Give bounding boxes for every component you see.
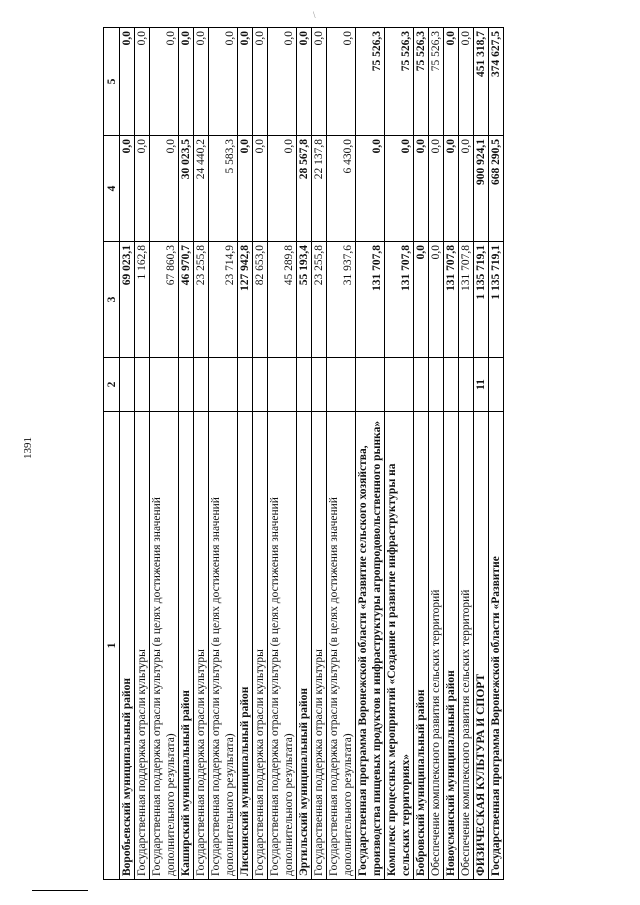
value-col-4: 900 924,1	[474, 136, 489, 242]
value-col-4: 28 567,8	[297, 136, 312, 242]
table-row	[194, 28, 209, 880]
table-row	[120, 28, 135, 880]
name-cell: Государственная поддержка отрасли культуры	[194, 412, 209, 880]
value-col-5: 0,0	[327, 28, 356, 136]
value-col-5: 0,0	[253, 28, 268, 136]
name-cell: Государственная поддержка отрасли культуры (в целях достижения значений дополнительного результата)	[150, 412, 179, 880]
value-col-3: 82 653,0	[253, 242, 268, 358]
name-cell: Государственная поддержка отрасли культуры	[253, 412, 268, 880]
name-cell: ФИЗИЧЕСКАЯ КУЛЬТУРА И СПОРТ	[474, 412, 489, 880]
name-cell: Комплекс процессных мероприятий «Создание и развитие инфраструктуры на сельских территориях»	[385, 412, 414, 880]
value-col-3: 0,0	[429, 242, 444, 358]
value-col-4: 0,0	[444, 136, 459, 242]
value-col-4: 0,0	[385, 136, 414, 242]
code-cell	[194, 358, 209, 412]
table-row	[356, 28, 385, 880]
name-cell: Лискинский муниципальный район	[238, 412, 253, 880]
code-cell	[444, 358, 459, 412]
header-col-1: 1	[104, 412, 120, 880]
value-col-3: 127 942,8	[238, 242, 253, 358]
name-cell: Воробьевский муниципальный район	[120, 412, 135, 880]
value-col-4: 22 137,8	[312, 136, 327, 242]
table-row	[444, 28, 459, 880]
table-row	[385, 28, 414, 880]
value-col-4: 0,0	[429, 136, 444, 242]
value-col-5: 374 627,5	[489, 28, 504, 136]
header-row	[104, 28, 120, 880]
value-col-4: 0,0	[150, 136, 179, 242]
header-col-2: 2	[104, 358, 120, 412]
code-cell	[135, 358, 150, 412]
table-row	[209, 28, 238, 880]
code-cell	[429, 358, 444, 412]
header-col-5: 5	[104, 28, 120, 136]
value-col-5: 75 526,3	[429, 28, 444, 136]
value-col-5: 0,0	[179, 28, 194, 136]
value-col-3: 23 714,9	[209, 242, 238, 358]
table-row	[459, 28, 474, 880]
name-cell: Государственная поддержка отрасли культуры (в целях достижения значений дополнительного результата)	[209, 412, 238, 880]
value-col-4: 0,0	[135, 136, 150, 242]
table-row	[489, 28, 504, 880]
code-cell	[356, 358, 385, 412]
code-cell	[179, 358, 194, 412]
code-cell	[414, 358, 429, 412]
table-row	[429, 28, 444, 880]
rotated-page	[103, 28, 598, 880]
value-col-5: 0,0	[297, 28, 312, 136]
footnote-line	[32, 890, 88, 891]
value-col-4: 0,0	[356, 136, 385, 242]
value-col-3: 55 193,4	[297, 242, 312, 358]
value-col-5: 451 318,7	[474, 28, 489, 136]
table-row	[414, 28, 429, 880]
value-col-4: 6 430,0	[327, 136, 356, 242]
budget-table	[103, 27, 504, 880]
value-col-3: 23 255,8	[194, 242, 209, 358]
value-col-4: 24 440,2	[194, 136, 209, 242]
name-cell: Государственная поддержка отрасли культуры (в целях достижения значений дополнительного результата)	[268, 412, 297, 880]
table-row	[474, 28, 489, 880]
value-col-5: 0,0	[194, 28, 209, 136]
table-row	[253, 28, 268, 880]
value-col-5: 0,0	[120, 28, 135, 136]
value-col-3: 31 937,6	[327, 242, 356, 358]
name-cell: Государственная поддержка отрасли культуры (в целях достижения значений дополнительного результата)	[327, 412, 356, 880]
table-row	[238, 28, 253, 880]
value-col-5: 0,0	[135, 28, 150, 136]
code-cell	[297, 358, 312, 412]
table-row	[327, 28, 356, 880]
code-cell	[253, 358, 268, 412]
value-col-5: 75 526,3	[356, 28, 385, 136]
value-col-4: 0,0	[414, 136, 429, 242]
name-cell: Государственная программа Воронежской области «Развитие сельского хозяйства, производства пищевых продуктов и инфраструктуры агропродовольственного рынка»	[356, 412, 385, 880]
name-cell: Государственная поддержка отрасли культуры	[312, 412, 327, 880]
table-row	[312, 28, 327, 880]
code-cell	[209, 358, 238, 412]
value-col-4: 0,0	[459, 136, 474, 242]
value-col-3: 131 707,8	[385, 242, 414, 358]
code-cell	[268, 358, 297, 412]
value-col-3: 23 255,8	[312, 242, 327, 358]
name-cell: Обеспечение комплексного развития сельских территорий	[459, 412, 474, 880]
value-col-4: 0,0	[120, 136, 135, 242]
code-cell	[489, 358, 504, 412]
table-row	[268, 28, 297, 880]
value-col-3: 131 707,8	[459, 242, 474, 358]
value-col-3: 131 707,8	[444, 242, 459, 358]
value-col-4: 0,0	[253, 136, 268, 242]
name-cell: Новоусманский муниципальный район	[444, 412, 459, 880]
value-col-3: 46 970,7	[179, 242, 194, 358]
name-cell: Бобровский муниципальный район	[414, 412, 429, 880]
value-col-4: 30 023,5	[179, 136, 194, 242]
header-col-3: 3	[104, 242, 120, 358]
value-col-3: 45 289,8	[268, 242, 297, 358]
code-cell	[150, 358, 179, 412]
value-col-5: 0,0	[268, 28, 297, 136]
code-cell: 11	[474, 358, 489, 412]
code-cell	[459, 358, 474, 412]
code-cell	[385, 358, 414, 412]
value-col-4: 668 290,5	[489, 136, 504, 242]
value-col-5: 75 526,3	[385, 28, 414, 136]
code-cell	[312, 358, 327, 412]
value-col-4: 0,0	[268, 136, 297, 242]
value-col-5: 0,0	[150, 28, 179, 136]
value-col-5: 0,0	[209, 28, 238, 136]
value-col-4: 5 583,3	[209, 136, 238, 242]
code-cell	[238, 358, 253, 412]
table-body	[120, 28, 504, 880]
code-cell	[120, 358, 135, 412]
name-cell: Государственная поддержка отрасли культуры	[135, 412, 150, 880]
value-col-3: 0,0	[414, 242, 429, 358]
name-cell: Эртильский муниципальный район	[297, 412, 312, 880]
value-col-3: 67 860,3	[150, 242, 179, 358]
name-cell: Государственная программа Воронежской области «Развитие	[489, 412, 504, 880]
value-col-5: 75 526,3	[414, 28, 429, 136]
value-col-3: 1 135 719,1	[489, 242, 504, 358]
table-row	[297, 28, 312, 880]
value-col-5: 0,0	[312, 28, 327, 136]
value-col-5: 0,0	[444, 28, 459, 136]
value-col-5: 0,0	[238, 28, 253, 136]
value-col-4: 0,0	[238, 136, 253, 242]
value-col-3: 69 023,1	[120, 242, 135, 358]
value-col-3: 1 135 719,1	[474, 242, 489, 358]
header-col-4: 4	[104, 136, 120, 242]
value-col-3: 131 707,8	[356, 242, 385, 358]
value-col-5: 0,0	[459, 28, 474, 136]
table-row	[135, 28, 150, 880]
name-cell: Обеспечение комплексного развития сельских территорий	[429, 412, 444, 880]
value-col-3: 1 162,8	[135, 242, 150, 358]
table-row	[150, 28, 179, 880]
page-number: 1391	[22, 437, 34, 459]
name-cell: Каширский муниципальный район	[179, 412, 194, 880]
code-cell	[327, 358, 356, 412]
scan-mark: \	[313, 10, 316, 20]
table-row	[179, 28, 194, 880]
